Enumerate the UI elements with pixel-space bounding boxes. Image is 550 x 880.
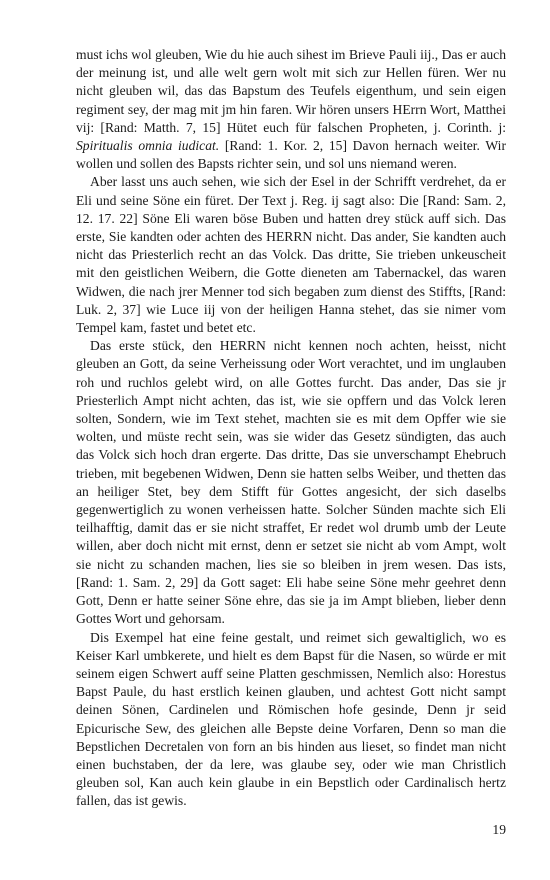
page-number: 19 [492, 822, 506, 837]
page-body [76, 46, 506, 811]
paragraph-2-text: Aber lasst uns auch sehen, wie sich der Esel in der Schrifft verdrehet, da er Eli und seine Söne ein füret. Der Text j. Reg. ij sagt also: Die [Rand: Sam. 2, 12. 17. 22] Söne Eli waren böse Buben und hatten drey stück auff sich. Das erste, Sie kandten oder achten des HERRN nicht. Das ander, Sie kandten auch nicht das Priesterlich recht an das Volck. Das dritte, Sie trieben unkeuscheit mit den geistlichen Weibern, die Gotte dieneten am Tabernackel, das waren Widwen, die nach jrer Menner tod sich begaben zum dienst des Stiffts, [Rand: Luk. 2, 37] wie Luce iij von der heiligen Hanna stehet, das sie nimer vom Tempel kam, fastet und betet etc. [76, 174, 506, 336]
paragraph-1 [76, 46, 506, 173]
paragraph-3-text: Das erste stück, den HERRN nicht kennen noch achten, heisst, nicht gleuben an Gott, da seine Verheissung oder Wort verachtet, und im unglauben roh und ruchlos gelebt wird, on alle Gottes furcht. Das ander, Das sie jr Priesterlich Ampt nicht achten, das ist, wie sie opffern und das Volck leren solten, Sondern, wie im Text stehet, machten sie es mit dem Opffer wie sie wolten, und müste recht sein, was sie wider das Gesetz sündigten, das auch das Volck sich hoch dran ergerte. Das dritte, Das sie unverschampt Ehebruch trieben, mit begebenen Widwen, Denn sie hatten selbs Weiber, und thetten das an heiliger Stet, bey dem Stifft für Gottes angesicht, der sich daselbs gegenwertiglich zu wonen verheissen hatte. Solcher Sünden machte sich Eli teilhafftig, damit das er sie nicht straffet, Er redet wol drumb umb der Leute willen, aber doch nicht mit ernst, denn er setzet sie nicht ab vom Ampt, wolt sie nicht zu schanden machen, lies sie so bleiben in jrem wesen. Das ists, [Rand: 1. Sam. 2, 29] da Gott saget: Eli habe seine Söne mehr geehret denn Gott, Denn er hatte seiner Söne ehre, das sie ja im Ampt blieben, lieber denn Gottes Wort und gehorsam. [76, 338, 506, 627]
paragraph-1-text-1: must ichs wol gleuben, Wie du hie auch sihest im Brieve Pauli iij., Das er auch der meinung ist, und alle welt gern wolt mit sich zur Hellen füren. Wer nu nicht gleuben wil, das das Bapstum des Teufels eigenthum, und sein eigen regiment sey, der mag mit jm hin faren. Wir hören unsers HErrn Wort, Matthei vij: [Rand: Matth. 7, 15] Hütet euch für falschen Propheten, j. Corinth. j: [76, 47, 506, 135]
paragraph-1-text-2: [Rand: 1. Kor. 2, 15] Davon hernach weiter. Wir wollen und sollen des Bapsts richter sein, und sol uns niemand weren. [76, 138, 506, 172]
paragraph-2 [76, 173, 506, 337]
paragraph-3 [76, 337, 506, 628]
paragraph-4 [76, 629, 506, 811]
paragraph-4-text: Dis Exempel hat eine feine gestalt, und reimet sich gewaltiglich, wo es Keiser Karl umbkerete, und hielt es dem Bapst für die Nasen, so würde er mit seinem eigen Schwert auff seine Platten geschmissen, Nemlich also: Horestus Bapst Paule, du hast erstlich keinen glauben, und achtest Gott nicht sampt deinen Sönen, Cardinelen und Römischen hofe gesinde, Denn jr seid Epicurische Sew, des gleichen alle Bepste deine Vorfaren, Denn so man die Bepstlichen Decretalen von forn an bis hinden aus lieset, so findet man nicht einen buchstaben, der da lere, was glaube sey, oder wie man Christlich gleuben sol, Kan auch kein glaube in ein Bepstlich oder Cardinalisch hertz fallen, das ist gewis. [76, 629, 506, 809]
paragraph-1-latin-quote: Spiritualis omnia iudicat. [76, 138, 220, 154]
